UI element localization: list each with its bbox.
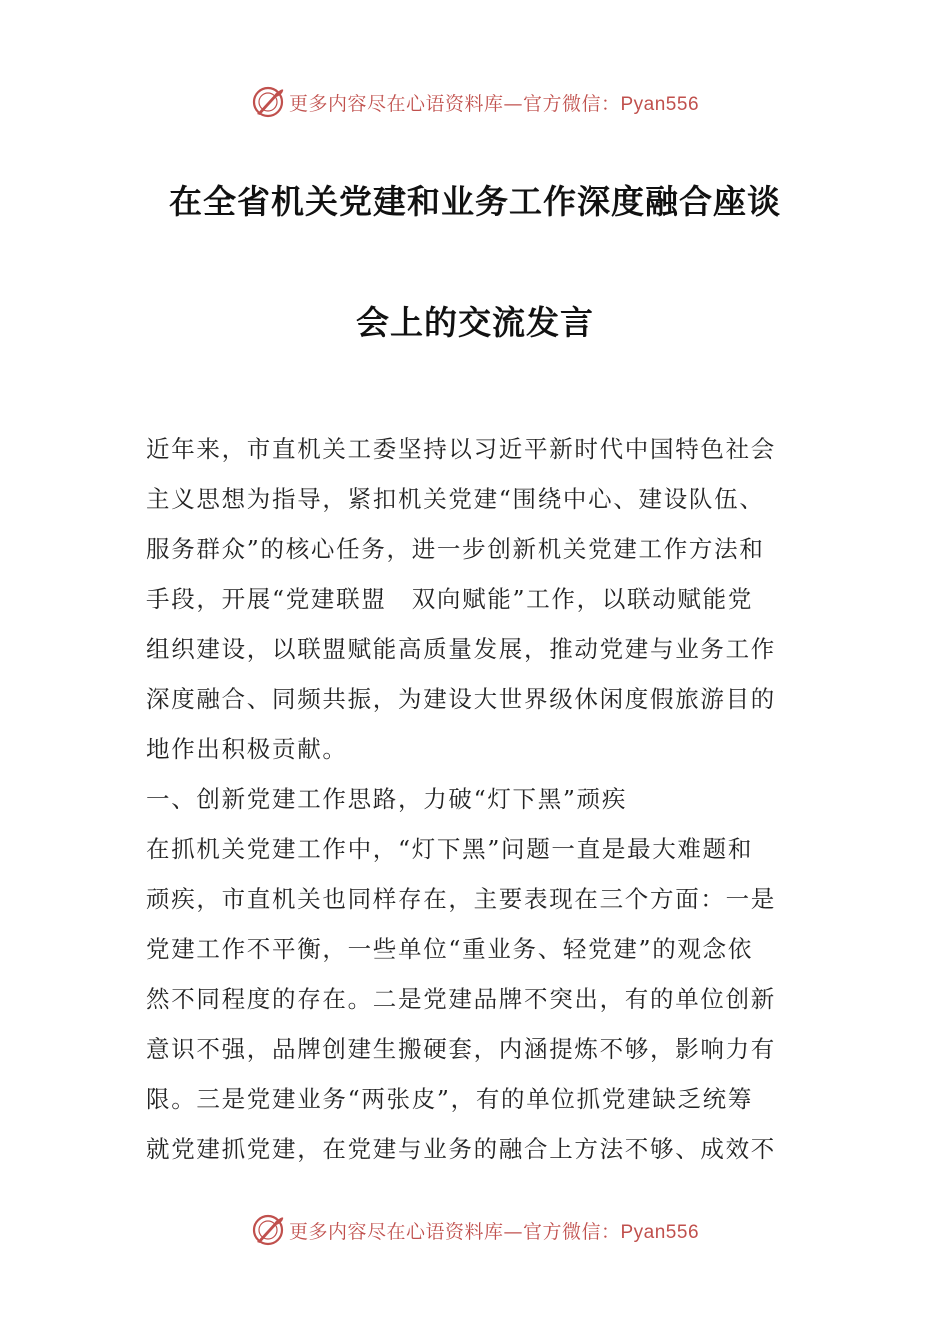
document-body <box>146 430 806 1180</box>
body-line: 在抓机关党建工作中，“灯下黑”问题一直是最大难题和 <box>146 835 754 863</box>
body-line: 深度融合、同频共振，为建设大世界级休闲度假旅游目的 <box>146 685 776 713</box>
watermark-banner-top <box>0 80 950 124</box>
body-line: 主义思想为指导，紧扣机关党建“围绕中心、建设队伍、 <box>146 485 765 513</box>
watermark-text: 更多内容尽在心语资料库—官方微信：Pyan556 <box>288 92 700 115</box>
body-line: 限。三是党建业务“两张皮”，有的单位抓党建缺乏统筹 <box>146 1085 754 1113</box>
section-heading: 一、创新党建工作思路，力破“灯下黑”顽疾 <box>146 785 628 813</box>
body-line: 组织建设，以联盟赋能高质量发展，推动党建与业务工作 <box>146 635 776 663</box>
body-line: 顽疾，市直机关也同样存在，主要表现在三个方面：一是 <box>146 885 776 913</box>
body-line: 手段，开展“党建联盟 双向赋能”工作，以联动赋能党 <box>146 585 754 613</box>
body-line: 然不同程度的存在。二是党建品牌不突出，有的单位创新 <box>146 985 776 1013</box>
body-line: 近年来，市直机关工委坚持以习近平新时代中国特色社会 <box>146 435 776 463</box>
body-line: 服务群众”的核心任务，进一步创新机关党建工作方法和 <box>146 535 765 563</box>
body-line: 党建工作不平衡，一些单位“重业务、轻党建”的观念依 <box>146 935 754 963</box>
watermark-text: 更多内容尽在心语资料库—官方微信：Pyan556 <box>288 1220 700 1243</box>
document-title-line-2: 会上的交流发言 <box>356 303 594 342</box>
watermark-banner-bottom <box>0 1208 950 1252</box>
body-line: 地作出积极贡献。 <box>146 735 348 763</box>
body-line: 意识不强，品牌创建生搬硬套，内涵提炼不够，影响力有 <box>146 1035 776 1063</box>
body-line: 就党建抓党建，在党建与业务的融合上方法不够、成效不 <box>146 1135 776 1163</box>
quill-pen-logo-icon <box>251 85 285 119</box>
watermark-handle: Pyan556 <box>620 1221 700 1243</box>
quill-pen-logo-icon <box>251 1213 285 1247</box>
watermark-handle: Pyan556 <box>620 93 700 115</box>
document-title-line-1: 在全省机关党建和业务工作深度融合座谈 <box>169 182 781 221</box>
